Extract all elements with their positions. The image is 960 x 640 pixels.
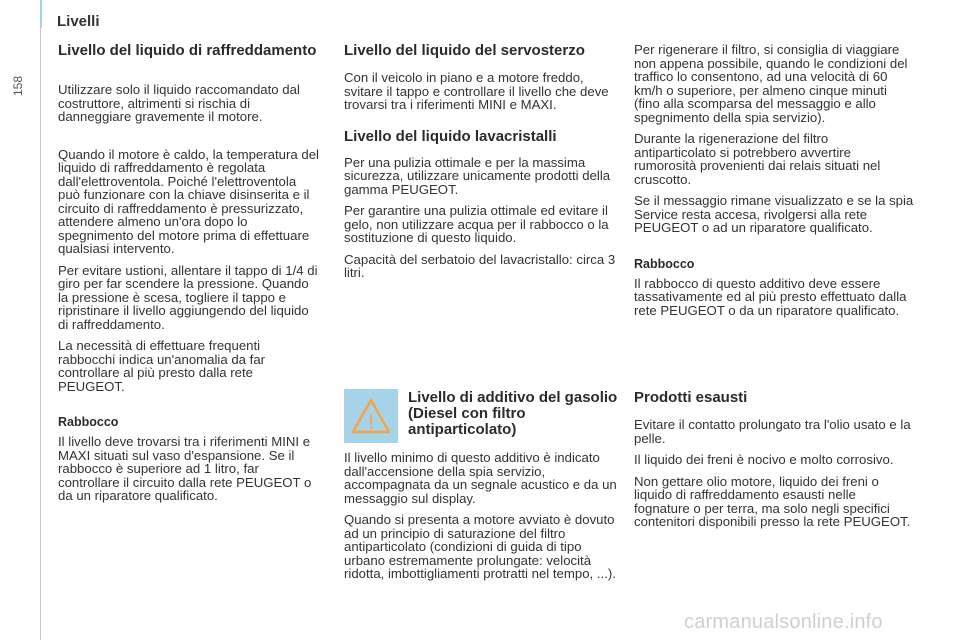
paragraph: Per una pulizia ottimale e per la massima sicurezza, utilizzare unicamente prodotti della gamma PEUGEOT. [344, 154, 611, 197]
paragraph: Con il veicolo in piano e a motore freddo, svitare il tappo e controllare il livello che deve trovarsi tra i riferimenti MINI e MAXI. [344, 70, 609, 112]
paragraph: Il livello minimo di questo additivo è indicato dall'accensione della spia servizio, accompagnata da un segnale acustico e da un messaggio sul display. [344, 450, 617, 506]
warning-icon [344, 389, 398, 443]
paragraph: Capacità del serbatoio del lavacristallo: circa 3 litri. [344, 251, 616, 280]
paragraph: Il livello deve trovarsi tra i riferimenti MINI e MAXI situati sul vaso d'espansione. Se il rabbocco è superiore ad 1 litro, far controllare il circuito dalla rete PEUGEOT o da un riparatore qualificato. [58, 434, 312, 503]
column-steering-washer [344, 43, 620, 280]
heading-washer-fluid: Livello del liquido lavacristalli [344, 127, 557, 145]
section-accent-bar [40, 0, 42, 28]
paragraph: Non gettare olio motore, liquido dei freni o liquido di raffreddamento esausti nelle fognature o per terra, ma solo negli specifici contenitori disponibili presso la rete PEUGEOT. [634, 473, 911, 529]
column-waste-products [634, 390, 914, 529]
subheading-top-up: Rabbocco [634, 256, 695, 271]
paragraph: Per evitare ustioni, allentare il tappo di 1/4 di giro per far scendere la pressione. Quando la pressione è scesa, togliere il tappo e ripristinare il livello aggiungendo del liquido di raffreddamento. [58, 262, 318, 332]
page-margin-line [40, 28, 41, 640]
paragraph: Quando il motore è caldo, la temperatura del liquido di raffreddamento è regolata dall'elettroventola. Poiché l'elettroventola può funzionare con la chiave disinserita e il circuito di raffreddamento è pressurizzato, attendere almeno un'ora dopo lo spegnimento del motore prima di effettuare qualsiasi intervento. [58, 146, 319, 256]
column-regeneration [634, 43, 914, 317]
watermark: carmanualsonline.info [684, 611, 883, 633]
paragraph: Evitare il contatto prolungato tra l'olio usato e la pelle. [634, 417, 911, 446]
heading-waste-products: Prodotti esausti [634, 389, 748, 406]
section-title: Livelli [57, 13, 100, 30]
page-number: 158 [11, 75, 25, 96]
paragraph: Per garantire una pulizia ottimale ed evitare il gelo, non utilizzare acqua per il rabbocco o la sostituzione di questo liquido. [344, 203, 609, 245]
column-coolant [58, 43, 320, 503]
svg-text:!: ! [368, 412, 374, 434]
column-diesel-additive-body [344, 451, 620, 581]
heading-coolant-level: Livello del liquido di raffreddamento [58, 42, 317, 59]
paragraph: Il liquido dei freni è nocivo e molto corrosivo. [634, 452, 894, 467]
heading-power-steering: Livello del liquido del servosterzo [344, 42, 585, 59]
paragraph: Il rabbocco di questo additivo deve essere tassativamente ed al più presto effettuato dalla rete PEUGEOT o da un riparatore qualificato. [634, 275, 907, 318]
paragraph: Per rigenerare il filtro, si consiglia di viaggiare non appena possibile, quando le condizioni del traffico lo consentono, ad una velocità di 60 km/h o superiore, per almeno cinque minuti (fino alla scomparsa del messaggio e allo spegnimento della spia servizio). [634, 42, 908, 125]
paragraph: La necessità di effettuare frequenti rabbocchi indica un'anomalia da far controllare al più presto dalla rete PEUGEOT. [58, 338, 266, 394]
paragraph: Se il messaggio rimane visualizzato e se la spia Service resta accesa, rivolgersi alla rete PEUGEOT o ad un riparatore qualificato. [634, 193, 914, 235]
paragraph: Durante la rigenerazione del filtro antiparticolato si potrebbero avvertire rumorosità provenienti dai relais situati nel cruscotto. [634, 131, 881, 187]
paragraph: Utilizzare solo il liquido raccomandato dal costruttore, altrimenti si rischia di danneggiare gravemente il motore. [58, 82, 300, 124]
paragraph: Quando si presenta a motore avviato è dovuto ad un principio di saturazione del filtro antiparticolato (condizioni di guida di tipo urbano estremamente prolungate: velocità ridotta, imbottigliamenti protratti nel tempo, ...). [344, 512, 616, 581]
subheading-top-up: Rabbocco [58, 415, 119, 429]
heading-diesel-additive: Livello di additivo del gasolio (Diesel con filtro antiparticolato) [408, 389, 618, 438]
